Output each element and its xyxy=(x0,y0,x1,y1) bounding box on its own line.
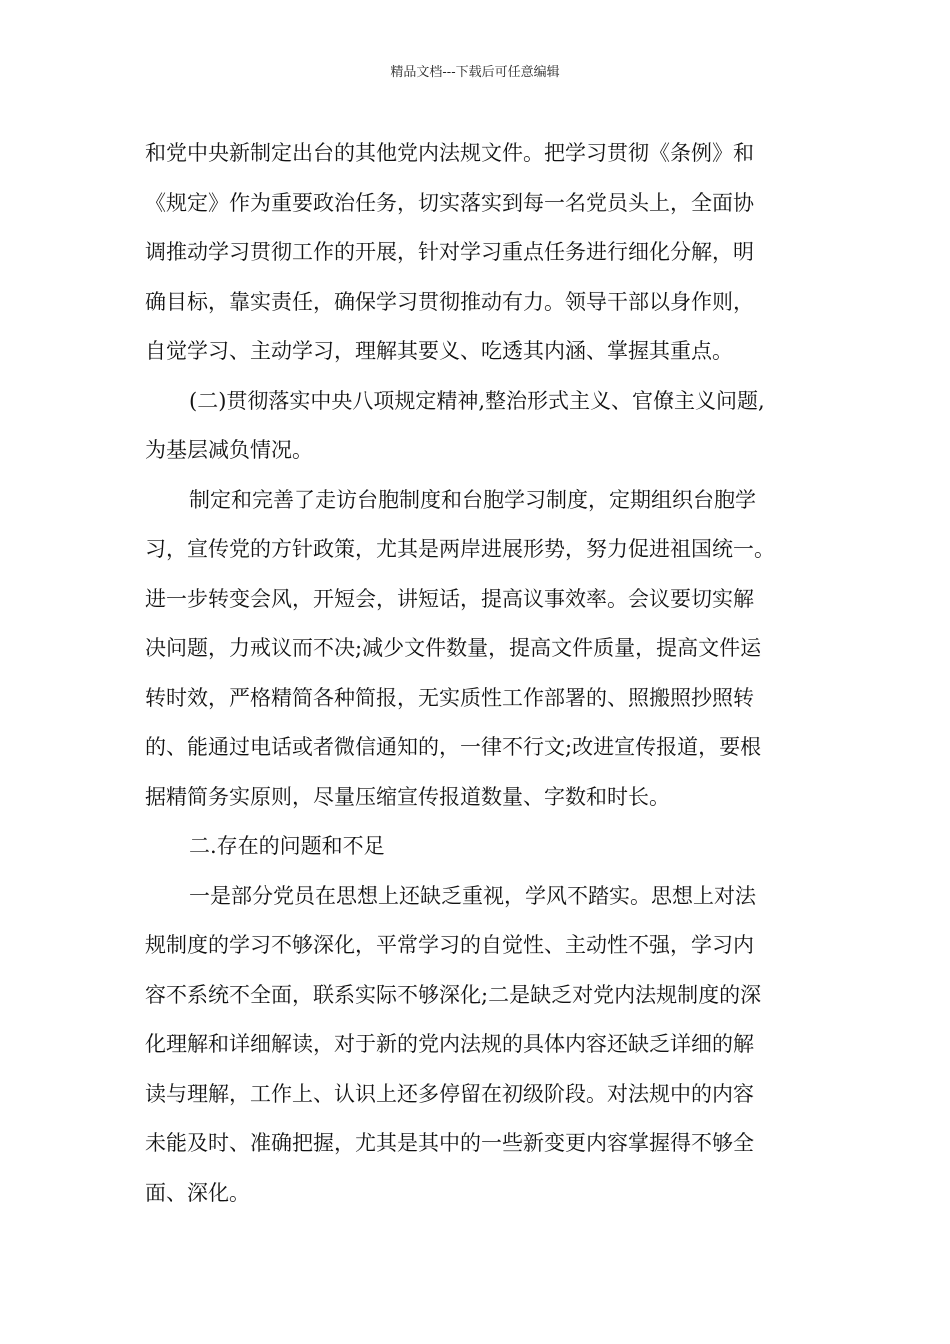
text-line: 容不系统不全面，联系实际不够深化;二是缺乏对党内法规制度的深 xyxy=(145,982,762,1007)
text-line: 二.存在的问题和不足 xyxy=(189,834,385,858)
text-line: 和党中央新制定出台的其他党内法规文件。把学习贯彻《条例》和 xyxy=(145,141,754,165)
text-line: 确目标，靠实责任，确保学习贯彻推动有力。领导干部以身作则， xyxy=(145,289,754,314)
text-line: 面、深化。 xyxy=(145,1180,250,1205)
text-line: 制定和完善了走访台胞制度和台胞学习制度，定期组织台胞学 xyxy=(189,487,756,512)
text-line: 一是部分党员在思想上还缺乏重视，学风不踏实。思想上对法 xyxy=(189,883,756,908)
text-line: 习，宣传党的方针政策，尤其是两岸进展形势，努力促进祖国统一。 xyxy=(145,537,775,561)
text-line: 为基层减负情况。 xyxy=(145,438,313,462)
text-line: 规制度的学习不够深化，平常学习的自觉性、主动性不强，学习内 xyxy=(145,933,754,957)
text-line: 《规定》作为重要政治任务，切实落实到每一名党员头上，全面协 xyxy=(145,190,754,215)
text-line: 的、能通过电话或者微信通知的，一律不行文;改进宣传报道，要根 xyxy=(145,735,762,759)
text-line: 自觉学习、主动学习，理解其要义、吃透其内涵、掌握其重点。 xyxy=(145,339,733,363)
text-line: 调推动学习贯彻工作的开展，针对学习重点任务进行细化分解，明 xyxy=(145,240,754,264)
text-line: 进一步转变会风，开短会，讲短话，提高议事效率。会议要切实解 xyxy=(145,586,754,611)
paragraph xyxy=(145,872,813,1219)
text-line: 决问题，力戒议而不决;减少文件数量，提高文件质量，提高文件运 xyxy=(145,636,762,660)
text-line: 据精简务实原则，尽量压缩宣传报道数量、字数和时长。 xyxy=(145,784,670,809)
text-line: 未能及时、准确把握，尤其是其中的一些新变更内容掌握得不够全 xyxy=(145,1131,754,1155)
text-line: 转时效，严格精简各种简报，无实质性工作部署的、照搬照抄照转 xyxy=(145,685,754,710)
paragraph xyxy=(145,129,813,377)
page-header: 精品文档---下载后可任意编辑 xyxy=(390,65,560,80)
text-line: (二)贯彻落实中央八项规定精神,整治形式主义、官僚主义问题, xyxy=(189,388,765,413)
section-heading xyxy=(145,822,813,872)
paragraph xyxy=(145,377,813,476)
text-line: 化理解和详细解读，对于新的党内法规的具体内容还缺乏详细的解 xyxy=(145,1032,754,1056)
document-body xyxy=(145,129,813,1218)
text-line: 读与理解，工作上、认识上还多停留在初级阶段。对法规中的内容 xyxy=(145,1081,754,1106)
paragraph xyxy=(145,476,813,823)
